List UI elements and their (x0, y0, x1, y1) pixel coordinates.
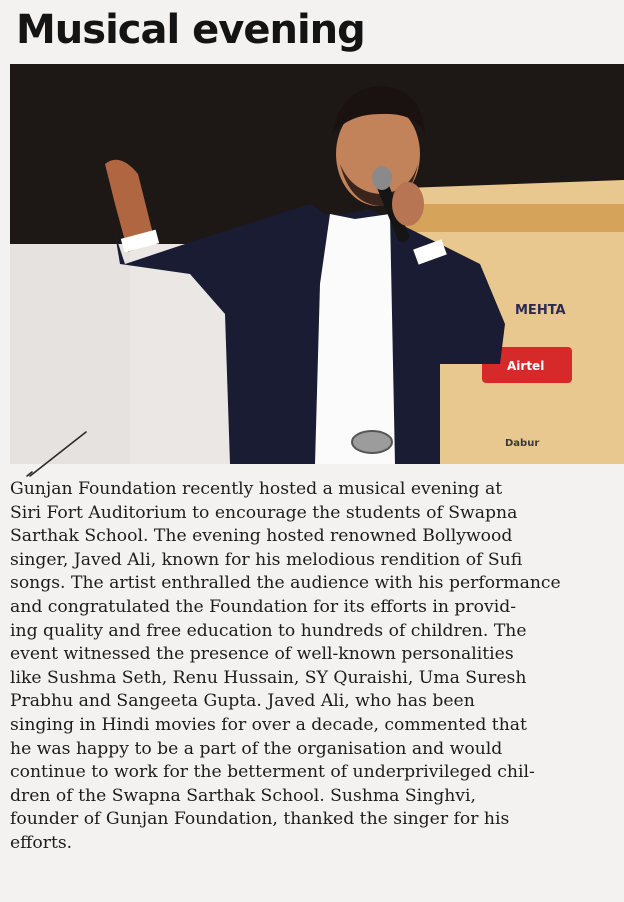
body-line: continue to work for the betterment of underprivileged chil- (10, 762, 535, 783)
body-line: songs. The artist enthralled the audience with his performance (10, 573, 561, 594)
body-line: singing in Hindi movies for over a decade, commented that (10, 714, 527, 735)
body-line: dren of the Swapna Sarthak School. Sushma Singhvi, (10, 785, 476, 806)
article-body (10, 478, 618, 856)
banner-text-airtel: Airtel (507, 359, 545, 373)
body-line: like Sushma Seth, Renu Hussain, SY Quraishi, Uma Suresh (10, 667, 527, 688)
singer-photo (10, 64, 624, 464)
pen-tick-mark (24, 430, 94, 482)
body-line: Siri Fort Auditorium to encourage the students of Swapna (10, 502, 518, 523)
body-line: Gunjan Foundation recently hosted a musical evening at (10, 479, 503, 499)
body-line: event witnessed the presence of well-known personalities (10, 644, 514, 665)
singer-photo-illustration (10, 64, 624, 464)
body-line: he was happy to be a part of the organisation and would (10, 738, 503, 759)
body-line: ing quality and free education to hundreds of children. The (10, 620, 527, 641)
banner-text-mehta: MEHTA (515, 303, 566, 318)
body-line: singer, Javed Ali, known for his melodious rendition of Sufi (10, 549, 523, 570)
body-line: Sarthak School. The evening hosted renowned Bollywood (10, 526, 513, 547)
banner-text-dabur: Dabur (505, 438, 540, 449)
body-line: Prabhu and Sangeeta Gupta. Javed Ali, who has been (10, 691, 475, 712)
body-line: founder of Gunjan Foundation, thanked the singer for his (10, 809, 510, 830)
headline: Musical evening (16, 7, 365, 53)
body-line: efforts. (10, 832, 73, 853)
body-line: and congratulated the Foundation for its efforts in provid- (10, 596, 516, 617)
